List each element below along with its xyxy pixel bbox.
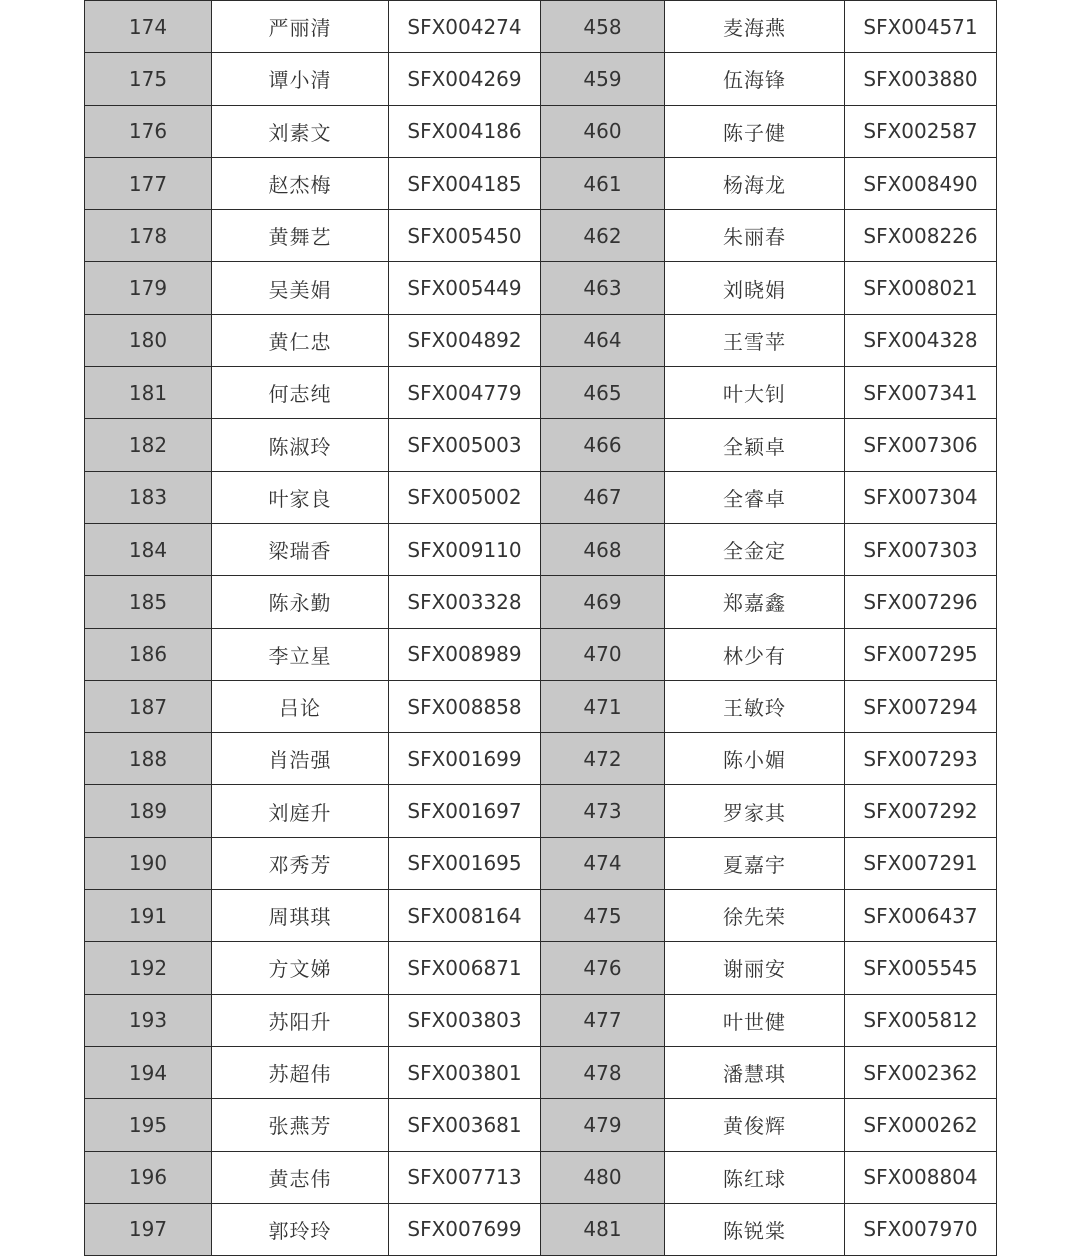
member-code-right: SFX008804	[845, 1151, 997, 1203]
person-name-right: 黄俊辉	[665, 1099, 845, 1151]
member-code-right: SFX007303	[845, 523, 997, 575]
member-code-left: SFX009110	[389, 523, 541, 575]
person-name-left: 叶家良	[212, 471, 389, 523]
person-name-left: 何志纯	[212, 367, 389, 419]
person-name-right: 罗家其	[665, 785, 845, 837]
member-code-left: SFX003803	[389, 994, 541, 1046]
person-name-left: 黄志伟	[212, 1151, 389, 1203]
row-number-right: 468	[541, 523, 665, 575]
person-name-right: 夏嘉宇	[665, 837, 845, 889]
row-number-left: 197	[85, 1203, 212, 1255]
person-name-right: 刘晓娟	[665, 262, 845, 314]
person-name-right: 徐先荣	[665, 890, 845, 942]
row-number-right: 462	[541, 210, 665, 262]
person-name-right: 杨海龙	[665, 157, 845, 209]
person-name-left: 陈淑玲	[212, 419, 389, 471]
table-row	[85, 680, 997, 732]
person-name-left: 严丽清	[212, 1, 389, 53]
person-name-right: 陈小媚	[665, 733, 845, 785]
row-number-left: 183	[85, 471, 212, 523]
row-number-right: 481	[541, 1203, 665, 1255]
table-row	[85, 994, 997, 1046]
person-name-right: 陈锐棠	[665, 1203, 845, 1255]
table-row	[85, 105, 997, 157]
table-row	[85, 1, 997, 53]
member-code-left: SFX005003	[389, 419, 541, 471]
member-code-left: SFX004269	[389, 53, 541, 105]
person-name-right: 叶大钊	[665, 367, 845, 419]
row-number-right: 476	[541, 942, 665, 994]
person-name-right: 王敏玲	[665, 680, 845, 732]
table-row	[85, 367, 997, 419]
member-code-left: SFX005002	[389, 471, 541, 523]
person-name-left: 张燕芳	[212, 1099, 389, 1151]
member-code-left: SFX004274	[389, 1, 541, 53]
member-code-right: SFX002587	[845, 105, 997, 157]
person-name-left: 吴美娟	[212, 262, 389, 314]
person-name-left: 肖浩强	[212, 733, 389, 785]
row-number-left: 192	[85, 942, 212, 994]
person-name-left: 方文娣	[212, 942, 389, 994]
person-name-left: 陈永勤	[212, 576, 389, 628]
row-number-right: 480	[541, 1151, 665, 1203]
person-name-right: 全颖卓	[665, 419, 845, 471]
row-number-left: 180	[85, 314, 212, 366]
member-code-left: SFX001695	[389, 837, 541, 889]
person-name-right: 王雪苹	[665, 314, 845, 366]
member-code-right: SFX006437	[845, 890, 997, 942]
member-code-left: SFX005449	[389, 262, 541, 314]
person-name-left: 李立星	[212, 628, 389, 680]
roster-table-body	[85, 1, 997, 1256]
row-number-right: 475	[541, 890, 665, 942]
member-code-right: SFX007291	[845, 837, 997, 889]
row-number-left: 182	[85, 419, 212, 471]
table-row	[85, 576, 997, 628]
table-row	[85, 837, 997, 889]
row-number-right: 464	[541, 314, 665, 366]
roster-table	[84, 0, 997, 1256]
row-number-left: 176	[85, 105, 212, 157]
person-name-right: 谢丽安	[665, 942, 845, 994]
member-code-left: SFX003681	[389, 1099, 541, 1151]
row-number-left: 175	[85, 53, 212, 105]
member-code-left: SFX007699	[389, 1203, 541, 1255]
member-code-right: SFX008226	[845, 210, 997, 262]
person-name-right: 陈子健	[665, 105, 845, 157]
member-code-right: SFX007294	[845, 680, 997, 732]
member-code-right: SFX003880	[845, 53, 997, 105]
person-name-left: 郭玲玲	[212, 1203, 389, 1255]
row-number-right: 469	[541, 576, 665, 628]
row-number-left: 191	[85, 890, 212, 942]
member-code-right: SFX004571	[845, 1, 997, 53]
person-name-left: 谭小清	[212, 53, 389, 105]
row-number-left: 184	[85, 523, 212, 575]
row-number-right: 463	[541, 262, 665, 314]
row-number-right: 479	[541, 1099, 665, 1151]
table-row	[85, 210, 997, 262]
table-row	[85, 262, 997, 314]
person-name-left: 苏阳升	[212, 994, 389, 1046]
row-number-right: 478	[541, 1046, 665, 1098]
row-number-right: 473	[541, 785, 665, 837]
row-number-right: 477	[541, 994, 665, 1046]
row-number-left: 187	[85, 680, 212, 732]
member-code-right: SFX007295	[845, 628, 997, 680]
person-name-left: 吕论	[212, 680, 389, 732]
row-number-left: 188	[85, 733, 212, 785]
person-name-left: 刘素文	[212, 105, 389, 157]
row-number-left: 195	[85, 1099, 212, 1151]
row-number-left: 185	[85, 576, 212, 628]
person-name-right: 林少有	[665, 628, 845, 680]
row-number-left: 186	[85, 628, 212, 680]
member-code-right: SFX004328	[845, 314, 997, 366]
person-name-right: 陈红球	[665, 1151, 845, 1203]
member-code-right: SFX007296	[845, 576, 997, 628]
person-name-right: 郑嘉鑫	[665, 576, 845, 628]
row-number-right: 474	[541, 837, 665, 889]
row-number-right: 461	[541, 157, 665, 209]
person-name-left: 周琪琪	[212, 890, 389, 942]
table-row	[85, 314, 997, 366]
roster-sheet	[84, 0, 996, 1256]
member-code-right: SFX008490	[845, 157, 997, 209]
member-code-right: SFX008021	[845, 262, 997, 314]
member-code-left: SFX001697	[389, 785, 541, 837]
member-code-right: SFX000262	[845, 1099, 997, 1151]
row-number-left: 189	[85, 785, 212, 837]
table-row	[85, 1099, 997, 1151]
row-number-right: 472	[541, 733, 665, 785]
row-number-right: 467	[541, 471, 665, 523]
member-code-right: SFX002362	[845, 1046, 997, 1098]
table-row	[85, 53, 997, 105]
row-number-right: 460	[541, 105, 665, 157]
member-code-right: SFX005545	[845, 942, 997, 994]
member-code-right: SFX007292	[845, 785, 997, 837]
person-name-left: 黄舞艺	[212, 210, 389, 262]
table-row	[85, 1151, 997, 1203]
member-code-right: SFX007304	[845, 471, 997, 523]
member-code-left: SFX004185	[389, 157, 541, 209]
person-name-right: 全金定	[665, 523, 845, 575]
person-name-left: 黄仁忠	[212, 314, 389, 366]
table-row	[85, 471, 997, 523]
row-number-left: 174	[85, 1, 212, 53]
member-code-right: SFX005812	[845, 994, 997, 1046]
row-number-right: 470	[541, 628, 665, 680]
person-name-right: 麦海燕	[665, 1, 845, 53]
table-row	[85, 942, 997, 994]
member-code-left: SFX003328	[389, 576, 541, 628]
person-name-right: 伍海锋	[665, 53, 845, 105]
member-code-left: SFX004186	[389, 105, 541, 157]
row-number-left: 190	[85, 837, 212, 889]
member-code-left: SFX007713	[389, 1151, 541, 1203]
person-name-right: 全睿卓	[665, 471, 845, 523]
row-number-right: 458	[541, 1, 665, 53]
member-code-left: SFX003801	[389, 1046, 541, 1098]
row-number-left: 179	[85, 262, 212, 314]
table-row	[85, 1046, 997, 1098]
member-code-right: SFX007306	[845, 419, 997, 471]
person-name-left: 梁瑞香	[212, 523, 389, 575]
member-code-left: SFX008989	[389, 628, 541, 680]
row-number-right: 465	[541, 367, 665, 419]
member-code-left: SFX005450	[389, 210, 541, 262]
table-row	[85, 1203, 997, 1255]
table-row	[85, 419, 997, 471]
member-code-left: SFX004779	[389, 367, 541, 419]
row-number-left: 181	[85, 367, 212, 419]
person-name-right: 潘慧琪	[665, 1046, 845, 1098]
member-code-left: SFX004892	[389, 314, 541, 366]
member-code-left: SFX001699	[389, 733, 541, 785]
person-name-right: 叶世健	[665, 994, 845, 1046]
member-code-left: SFX008164	[389, 890, 541, 942]
member-code-right: SFX007293	[845, 733, 997, 785]
table-row	[85, 890, 997, 942]
person-name-right: 朱丽春	[665, 210, 845, 262]
member-code-left: SFX006871	[389, 942, 541, 994]
row-number-left: 177	[85, 157, 212, 209]
row-number-left: 193	[85, 994, 212, 1046]
table-row	[85, 785, 997, 837]
table-row	[85, 628, 997, 680]
person-name-left: 苏超伟	[212, 1046, 389, 1098]
member-code-right: SFX007970	[845, 1203, 997, 1255]
person-name-left: 赵杰梅	[212, 157, 389, 209]
row-number-left: 178	[85, 210, 212, 262]
row-number-left: 196	[85, 1151, 212, 1203]
row-number-left: 194	[85, 1046, 212, 1098]
table-row	[85, 157, 997, 209]
row-number-right: 466	[541, 419, 665, 471]
table-row	[85, 523, 997, 575]
member-code-right: SFX007341	[845, 367, 997, 419]
person-name-left: 邓秀芳	[212, 837, 389, 889]
table-row	[85, 733, 997, 785]
row-number-right: 471	[541, 680, 665, 732]
person-name-left: 刘庭升	[212, 785, 389, 837]
row-number-right: 459	[541, 53, 665, 105]
member-code-left: SFX008858	[389, 680, 541, 732]
